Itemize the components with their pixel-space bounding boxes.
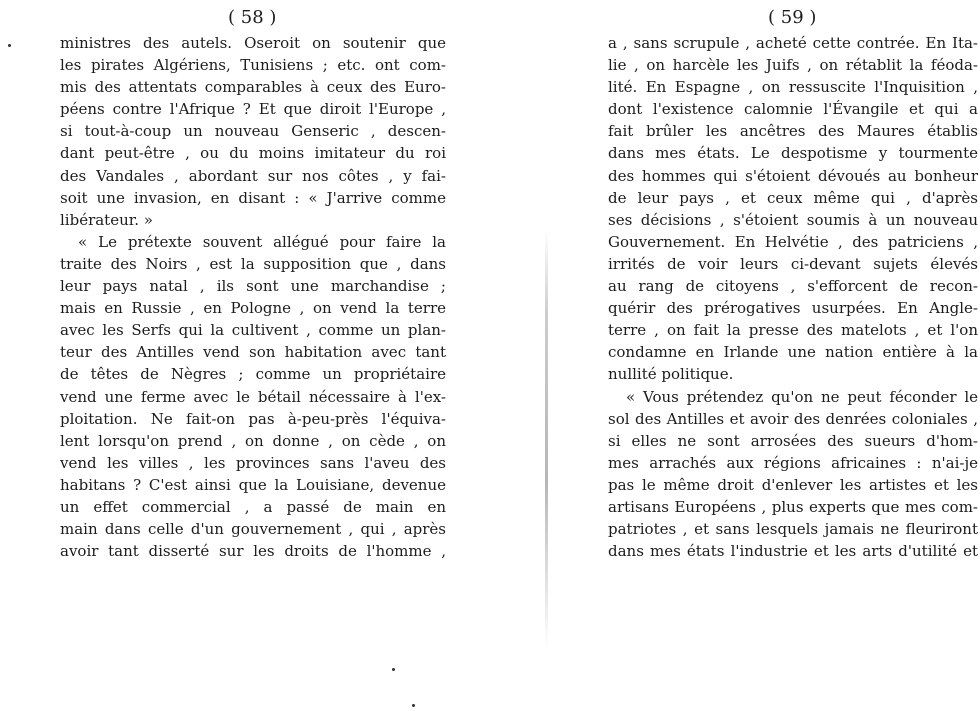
text-line: sol des Antilles et avoir des denrées coloniales , <box>608 409 978 428</box>
left-page-text <box>60 32 446 562</box>
text-line: artisans Européens , plus experts que mes com- <box>608 497 978 516</box>
page-speck <box>8 44 11 47</box>
text-line: « Vous prétendez qu'on ne peut féconder le <box>626 387 978 406</box>
book-gutter <box>545 230 548 650</box>
text-line: au rang de citoyens , s'efforcent de recon- <box>608 277 978 296</box>
text-line: si tout-à-coup un nouveau Genseric , descen- <box>60 122 446 141</box>
text-line: mis des attentats comparables à ceux des Euro- <box>60 78 446 97</box>
text-line: avec les Serfs qui la cultivent , comme un plan- <box>60 321 446 340</box>
text-line: mais en Russie , en Pologne , on vend la terre <box>60 299 446 318</box>
page-speck <box>412 704 415 707</box>
text-line: quérir des prérogatives usurpées. En Angle- <box>608 299 978 318</box>
text-line: vend une ferme avec le bétail nécessaire à l'ex- <box>60 387 446 406</box>
text-line: pas le même droit d'enlever les artistes et les <box>608 475 978 494</box>
text-line: dont l'existence calomnie l'Évangile et qui a <box>608 100 978 119</box>
page-speck <box>392 668 395 671</box>
left-page-number: ( 58 ) <box>228 7 277 28</box>
text-line: habitans ? C'est ainsi que la Louisiane, devenue <box>60 475 446 494</box>
text-line: traite des Noirs , est la supposition que , dans <box>60 254 446 273</box>
text-line: péens contre l'Afrique ? Et que diroit l'Europe , <box>60 100 446 119</box>
text-line: a , sans scrupule , acheté cette contrée. En Ita- <box>608 34 978 52</box>
text-line: lent lorsqu'on prend , on donne , on cède , on <box>60 431 446 450</box>
text-line: des Vandales , abordant sur nos côtes , y fai- <box>60 166 446 185</box>
text-line: vend les villes , les provinces sans l'aveu des <box>60 453 446 472</box>
right-page <box>608 0 978 711</box>
text-line: condamne en Irlande une nation entière à la <box>608 343 978 362</box>
text-line: terre , on fait la presse des matelots , et l'on <box>608 321 978 340</box>
text-line: dans mes états. Le despotisme y tourmente <box>608 144 978 163</box>
text-line: des hommes qui s'étoient dévoués au bonheur <box>608 166 978 185</box>
text-line: ses décisions , s'étoient soumis à un nouveau <box>608 210 978 229</box>
text-line: si elles ne sont arrosées des sueurs d'hom- <box>608 431 978 450</box>
text-line: « Le prétexte souvent allégué pour faire la <box>78 232 446 251</box>
text-line: dans mes états l'industrie et les arts d'utilité et <box>608 542 978 561</box>
text-line: ministres des autels. Oseroit on soutenir que <box>60 34 446 52</box>
left-page <box>60 0 446 711</box>
text-line: avoir tant disserté sur les droits de l'homme , <box>60 542 446 561</box>
text-line: soit une invasion, en disant : « J'arrive comme <box>60 188 446 207</box>
text-line: lie , on harcèle les Juifs , on rétablit la féoda- <box>608 56 978 75</box>
text-line: teur des Antilles vend son habitation avec tant <box>60 343 446 362</box>
text-line: lité. En Espagne , on ressuscite l'Inquisition , <box>608 78 978 97</box>
text-line: patriotes , et sans lesquels jamais ne fleuriront <box>608 520 978 539</box>
text-line: de têtes de Nègres ; comme un propriétaire <box>60 365 446 384</box>
text-line: de leur pays , et ceux même qui , d'après <box>608 188 978 207</box>
text-line: les pirates Algériens, Tunisiens ; etc. ont com- <box>60 56 446 75</box>
text-line: leur pays natal , ils sont une marchandise ; <box>60 277 446 296</box>
text-line: un effet commercial , a passé de main en <box>60 497 446 516</box>
text-line: irrités de voir leurs ci-devant sujets élevés <box>608 254 978 273</box>
text-line: ploitation. Ne fait-on pas à-peu-près l'équiva- <box>60 409 446 428</box>
text-line: nullité politique. <box>608 365 734 384</box>
text-line: mes arrachés aux régions africaines : n'ai-je <box>608 453 978 472</box>
right-page-number: ( 59 ) <box>768 7 817 28</box>
right-page-text <box>608 32 978 562</box>
text-line: libérateur. » <box>60 210 153 229</box>
text-line: fait brûler les ancêtres des Maures établis <box>608 122 978 141</box>
text-line: dant peut-être , ou du moins imitateur du roi <box>60 144 446 163</box>
text-line: Gouvernement. En Helvétie , des patriciens , <box>608 232 978 251</box>
text-line: main dans celle d'un gouvernement , qui , après <box>60 520 446 539</box>
